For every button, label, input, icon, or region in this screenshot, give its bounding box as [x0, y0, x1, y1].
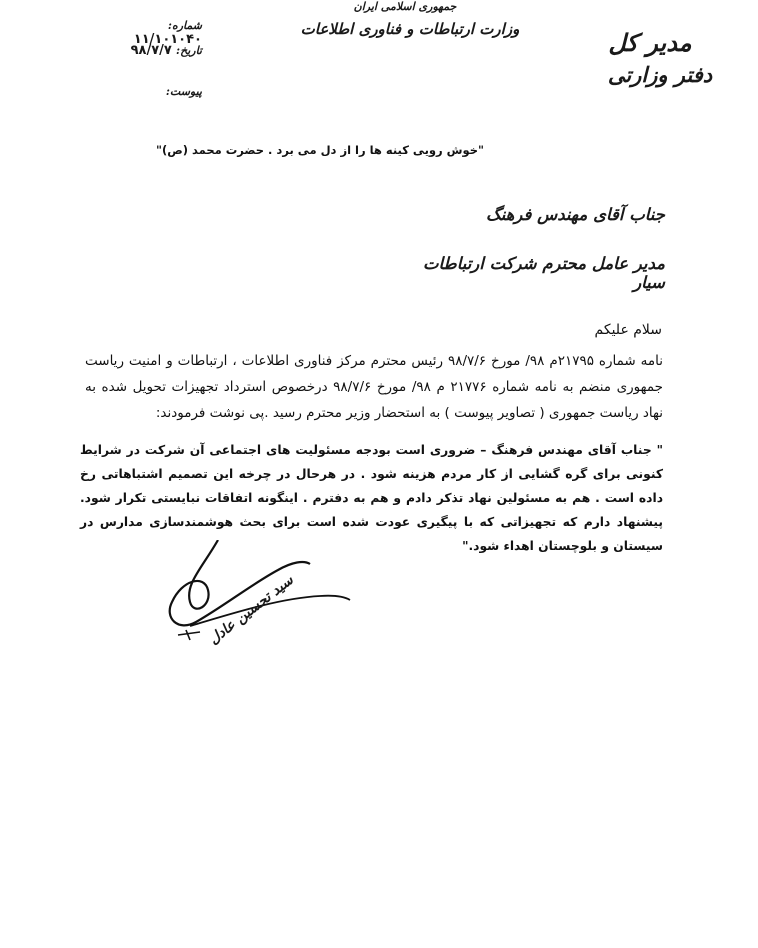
date-value: ۹۸/۷/۷ [130, 43, 172, 58]
general-manager-title: مدیر کل [608, 28, 692, 57]
greeting: سلام علیکم [594, 322, 662, 338]
letter-attachment [112, 84, 202, 98]
attachment-label: پیوست: [165, 85, 202, 98]
recipient-title: مدیر عامل محترم شرکت ارتباطات سیار [423, 254, 665, 292]
date-label: تاریخ: [176, 44, 202, 57]
minister-order: " جناب آقای مهندس فرهنگ – ضروری است بودجه مسئولیت های اجتماعی آن شرکت در شرایط کنونی برای گره گشایی از کار مردم هزینه شود . در هرحال در چرخه این تصمیم اشتباهاتی رخ داده است . هم به مسئولین نهاد تذکر دادم و هم به دفترم . اینگونه اتفاقات نبایستی تکرار شود. پیشنهاد دارم که تجهیزاتی که با پیگیری عودت شده است برای بحث هوشمندسازی مدارس در سیستان و بلوچستان اهداء شود." [80, 443, 663, 553]
ministerial-office-title: دفتر وزارتی [607, 62, 713, 87]
number-label: شماره: [167, 19, 202, 32]
recipient-name: جناب آقای مهندس فرهنگ [485, 205, 665, 224]
number-value: ۱۱/۱۰۱۰۴۰ [133, 32, 202, 47]
hadith-quote: "خوش رویی کینه ها را از دل می برد . حضرت محمد (ص)" [155, 143, 485, 157]
signer-name: سید تحسین عادل [205, 572, 297, 648]
letter-body: نامه شماره ۲۱۷۹۵م ۹۸/ مورخ ۹۸/۷/۶ رئیس محترم مرکز فناوری اطلاعات ، ارتباطات و امنیت ریاست جمهوری منضم به نامه شماره ۲۱۷۷۶ م ۹۸/ مورخ ۹۸/۷/۶ درخصوص استرداد تجهیزات تحویل شده به نهاد ریاست جمهوری ( تصاویر پیوست ) به استحضار وزیر محترم رسید .پی نوشت فرمودند: [85, 353, 664, 421]
republic-header: جمهوری اسلامی ایران [353, 0, 457, 13]
letter-date [112, 43, 202, 58]
page-bottom-edge [0, 934, 758, 948]
ministry-header: وزارت ارتباطات و فناوری اطلاعات [300, 20, 520, 38]
signature [160, 540, 370, 655]
